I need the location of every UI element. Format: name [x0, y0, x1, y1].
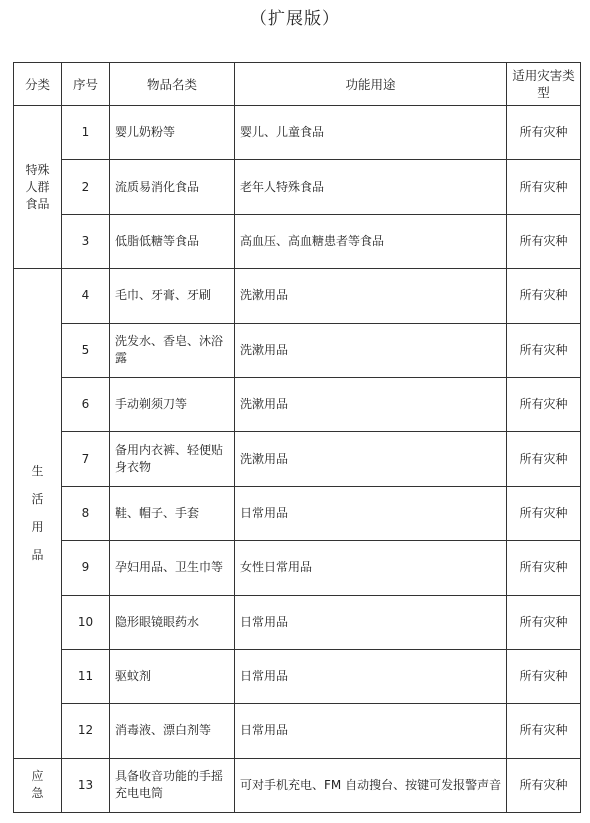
- function-cell: 日常用品: [235, 704, 507, 758]
- supplies-table: [13, 62, 581, 813]
- seq-cell: 8: [62, 486, 110, 540]
- item-name-cell: 低脂低糖等食品: [110, 214, 235, 268]
- item-name-cell: 流质易消化食品: [110, 160, 235, 214]
- function-cell: 洗漱用品: [235, 377, 507, 431]
- seq-cell: 7: [62, 432, 110, 486]
- function-cell: 洗漱用品: [235, 432, 507, 486]
- seq-cell: 11: [62, 649, 110, 703]
- header-disaster-type: 适用灾害类型: [507, 63, 581, 106]
- function-cell: 日常用品: [235, 649, 507, 703]
- table-row: [14, 758, 581, 812]
- function-cell: 可对手机充电、FM 自动搜台、按键可发报警声音: [235, 758, 507, 812]
- function-cell: 日常用品: [235, 486, 507, 540]
- table-row: [14, 160, 581, 214]
- seq-cell: 13: [62, 758, 110, 812]
- table-row: [14, 214, 581, 268]
- disaster-type-cell: 所有灾种: [507, 541, 581, 595]
- item-name-cell: 手动剃须刀等: [110, 377, 235, 431]
- item-name-cell: 洗发水、香皂、沐浴露: [110, 323, 235, 377]
- disaster-type-cell: 所有灾种: [507, 214, 581, 268]
- table-row: [14, 649, 581, 703]
- table-row: [14, 106, 581, 160]
- disaster-type-cell: 所有灾种: [507, 377, 581, 431]
- category-cell: [14, 758, 62, 812]
- category-label: 应 急: [31, 769, 44, 801]
- disaster-type-cell: 所有灾种: [507, 758, 581, 812]
- category-label: 特殊 人群 食品: [25, 162, 50, 211]
- table-row: [14, 432, 581, 486]
- table-row: [14, 595, 581, 649]
- item-name-cell: 具备收音功能的手摇充电电筒: [110, 758, 235, 812]
- table-body: [14, 106, 581, 813]
- header-seq: 序号: [62, 63, 110, 106]
- table-row: [14, 323, 581, 377]
- seq-cell: 4: [62, 269, 110, 323]
- page-title: （扩展版）: [250, 9, 340, 29]
- function-cell: 高血压、高血糖患者等食品: [235, 214, 507, 268]
- item-name-cell: 毛巾、牙膏、牙刷: [110, 269, 235, 323]
- disaster-type-cell: 所有灾种: [507, 432, 581, 486]
- header-function: 功能用途: [235, 63, 507, 106]
- disaster-type-cell: 所有灾种: [507, 595, 581, 649]
- item-name-cell: 孕妇用品、卫生巾等: [110, 541, 235, 595]
- function-cell: 洗漱用品: [235, 323, 507, 377]
- seq-cell: 10: [62, 595, 110, 649]
- seq-cell: 12: [62, 704, 110, 758]
- seq-cell: 9: [62, 541, 110, 595]
- item-name-cell: 消毒液、漂白剂等: [110, 704, 235, 758]
- disaster-type-cell: 所有灾种: [507, 269, 581, 323]
- function-cell: 女性日常用品: [235, 541, 507, 595]
- category-cell: [14, 269, 62, 759]
- table-row: [14, 704, 581, 758]
- category-cell: [14, 106, 62, 269]
- item-name-cell: 婴儿奶粉等: [110, 106, 235, 160]
- function-cell: 洗漱用品: [235, 269, 507, 323]
- function-cell: 婴儿、儿童食品: [235, 106, 507, 160]
- disaster-type-cell: 所有灾种: [507, 160, 581, 214]
- category-label: 生 活 用 品: [31, 464, 44, 563]
- table-header-row: [14, 63, 581, 106]
- header-item-name: 物品名类: [110, 63, 235, 106]
- disaster-type-cell: 所有灾种: [507, 323, 581, 377]
- item-name-cell: 隐形眼镜眼药水: [110, 595, 235, 649]
- seq-cell: 6: [62, 377, 110, 431]
- disaster-type-cell: 所有灾种: [507, 106, 581, 160]
- function-cell: 老年人特殊食品: [235, 160, 507, 214]
- table-row: [14, 269, 581, 323]
- item-name-cell: 鞋、帽子、手套: [110, 486, 235, 540]
- seq-cell: 5: [62, 323, 110, 377]
- table-row: [14, 541, 581, 595]
- disaster-type-cell: 所有灾种: [507, 704, 581, 758]
- disaster-type-cell: 所有灾种: [507, 486, 581, 540]
- seq-cell: 1: [62, 106, 110, 160]
- item-name-cell: 驱蚊剂: [110, 649, 235, 703]
- disaster-type-cell: 所有灾种: [507, 649, 581, 703]
- function-cell: 日常用品: [235, 595, 507, 649]
- seq-cell: 3: [62, 214, 110, 268]
- seq-cell: 2: [62, 160, 110, 214]
- item-name-cell: 备用内衣裤、轻便贴身衣物: [110, 432, 235, 486]
- table-row: [14, 377, 581, 431]
- header-category: 分类: [14, 63, 62, 106]
- table-row: [14, 486, 581, 540]
